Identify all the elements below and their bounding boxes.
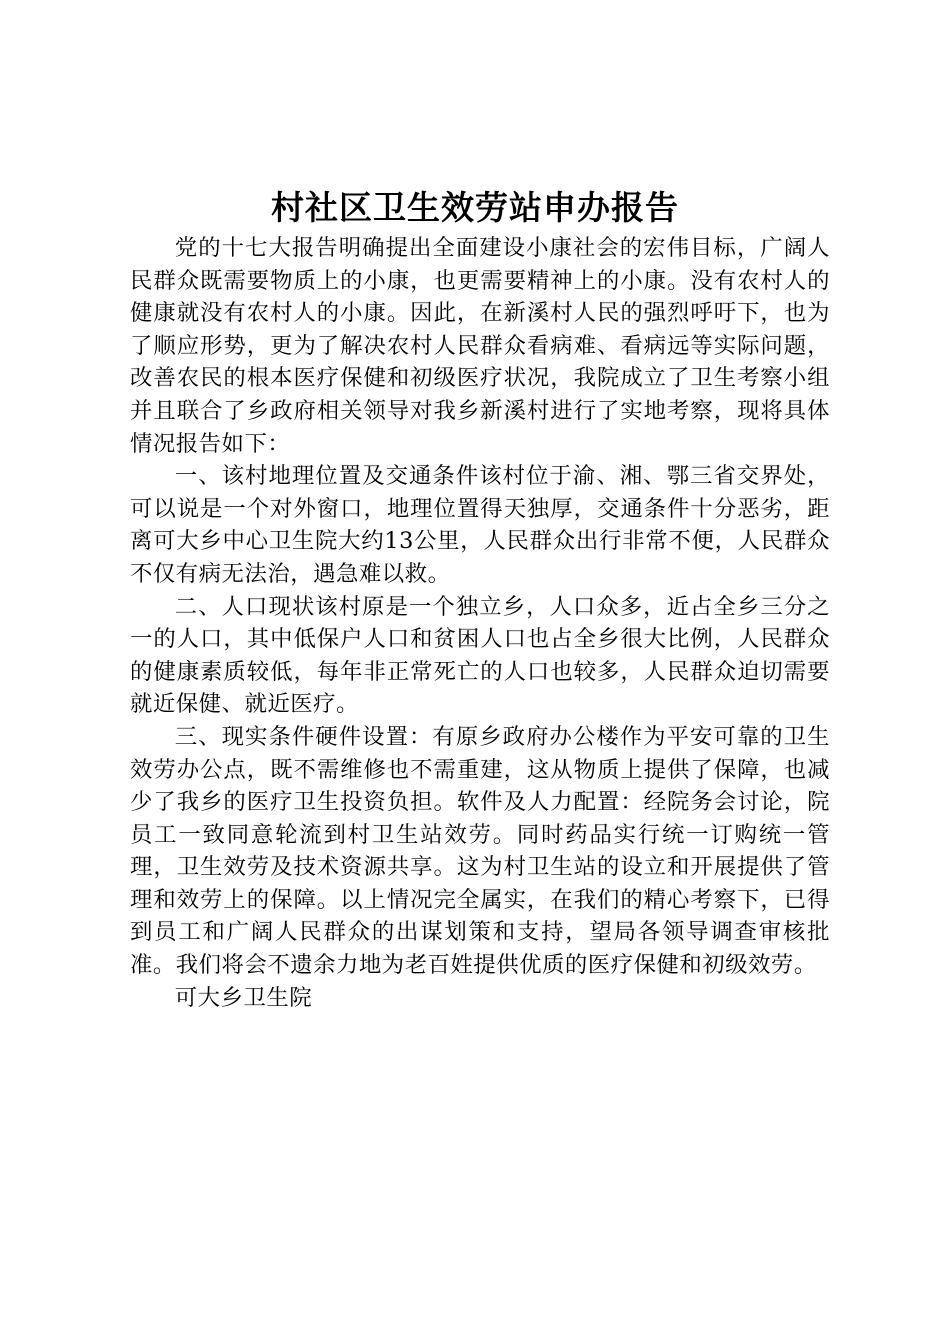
signature: 可大乡卫生院 bbox=[174, 984, 313, 1011]
paragraph-intro: 党的十七大报告明确提出全面建设小康社会的宏伟目标，广阔人民群众既需要物质上的小康，也更需要精神上的小康。没有农村人的健康就没有农村人的小康。因此，在新溪村人民的强烈呼吁下，也为了顺应形势，更为了解决农村人民群众看病难、看病远等实际问题，改善农民的根本医疗保健和初级医疗状况，我院成立了卫生考察小组并且联合了乡政府相关领导对我乡新溪村进行了实地考察，现将具体情况报告如下： bbox=[130, 235, 830, 457]
paragraph-location: 一、该村地理位置及交通条件该村位于渝、湘、鄂三省交界处，可以说是一个对外窗口，地理位置得天独厚，交通条件十分恶劣，距离可大乡中心卫生院大约13公里，人民群众出行非常不便，人民群众不仅有病无法治，遇急难以救。 bbox=[130, 463, 830, 587]
document-title: 村社区卫生效劳站申办报告 bbox=[271, 188, 679, 227]
document-body bbox=[130, 232, 830, 1014]
paragraph-population: 二、人口现状该村原是一个独立乡，人口众多，近占全乡三分之一的人口，其中低保户人口和贫困人口也占全乡很大比例，人民群众的健康素质较低，每年非正常死亡的人口也较多，人民群众迫切需要就近保健、就近医疗。 bbox=[130, 593, 830, 718]
paragraph-conditions: 三、现实条件硬件设置：有原乡政府办公楼作为平安可靠的卫生效劳办公点，既不需维修也不需重建，这从物质上提供了保障，也减少了我乡的医疗卫生投资负担。软件及人力配置：经院务会讨论，院员工一致同意轮流到村卫生站效劳。同时药品实行统一订购统一管理，卫生效劳及技术资源共享。这为村卫生站的设立和开展提供了管理和效劳上的保障。以上情况完全属实，在我们的精心考察下，已得到员工和广阔人民群众的出谋划策和支持，望局各领导调查审核批准。我们将会不遗余力地为老百姓提供优质的医疗保健和初级效劳。 bbox=[130, 723, 830, 979]
